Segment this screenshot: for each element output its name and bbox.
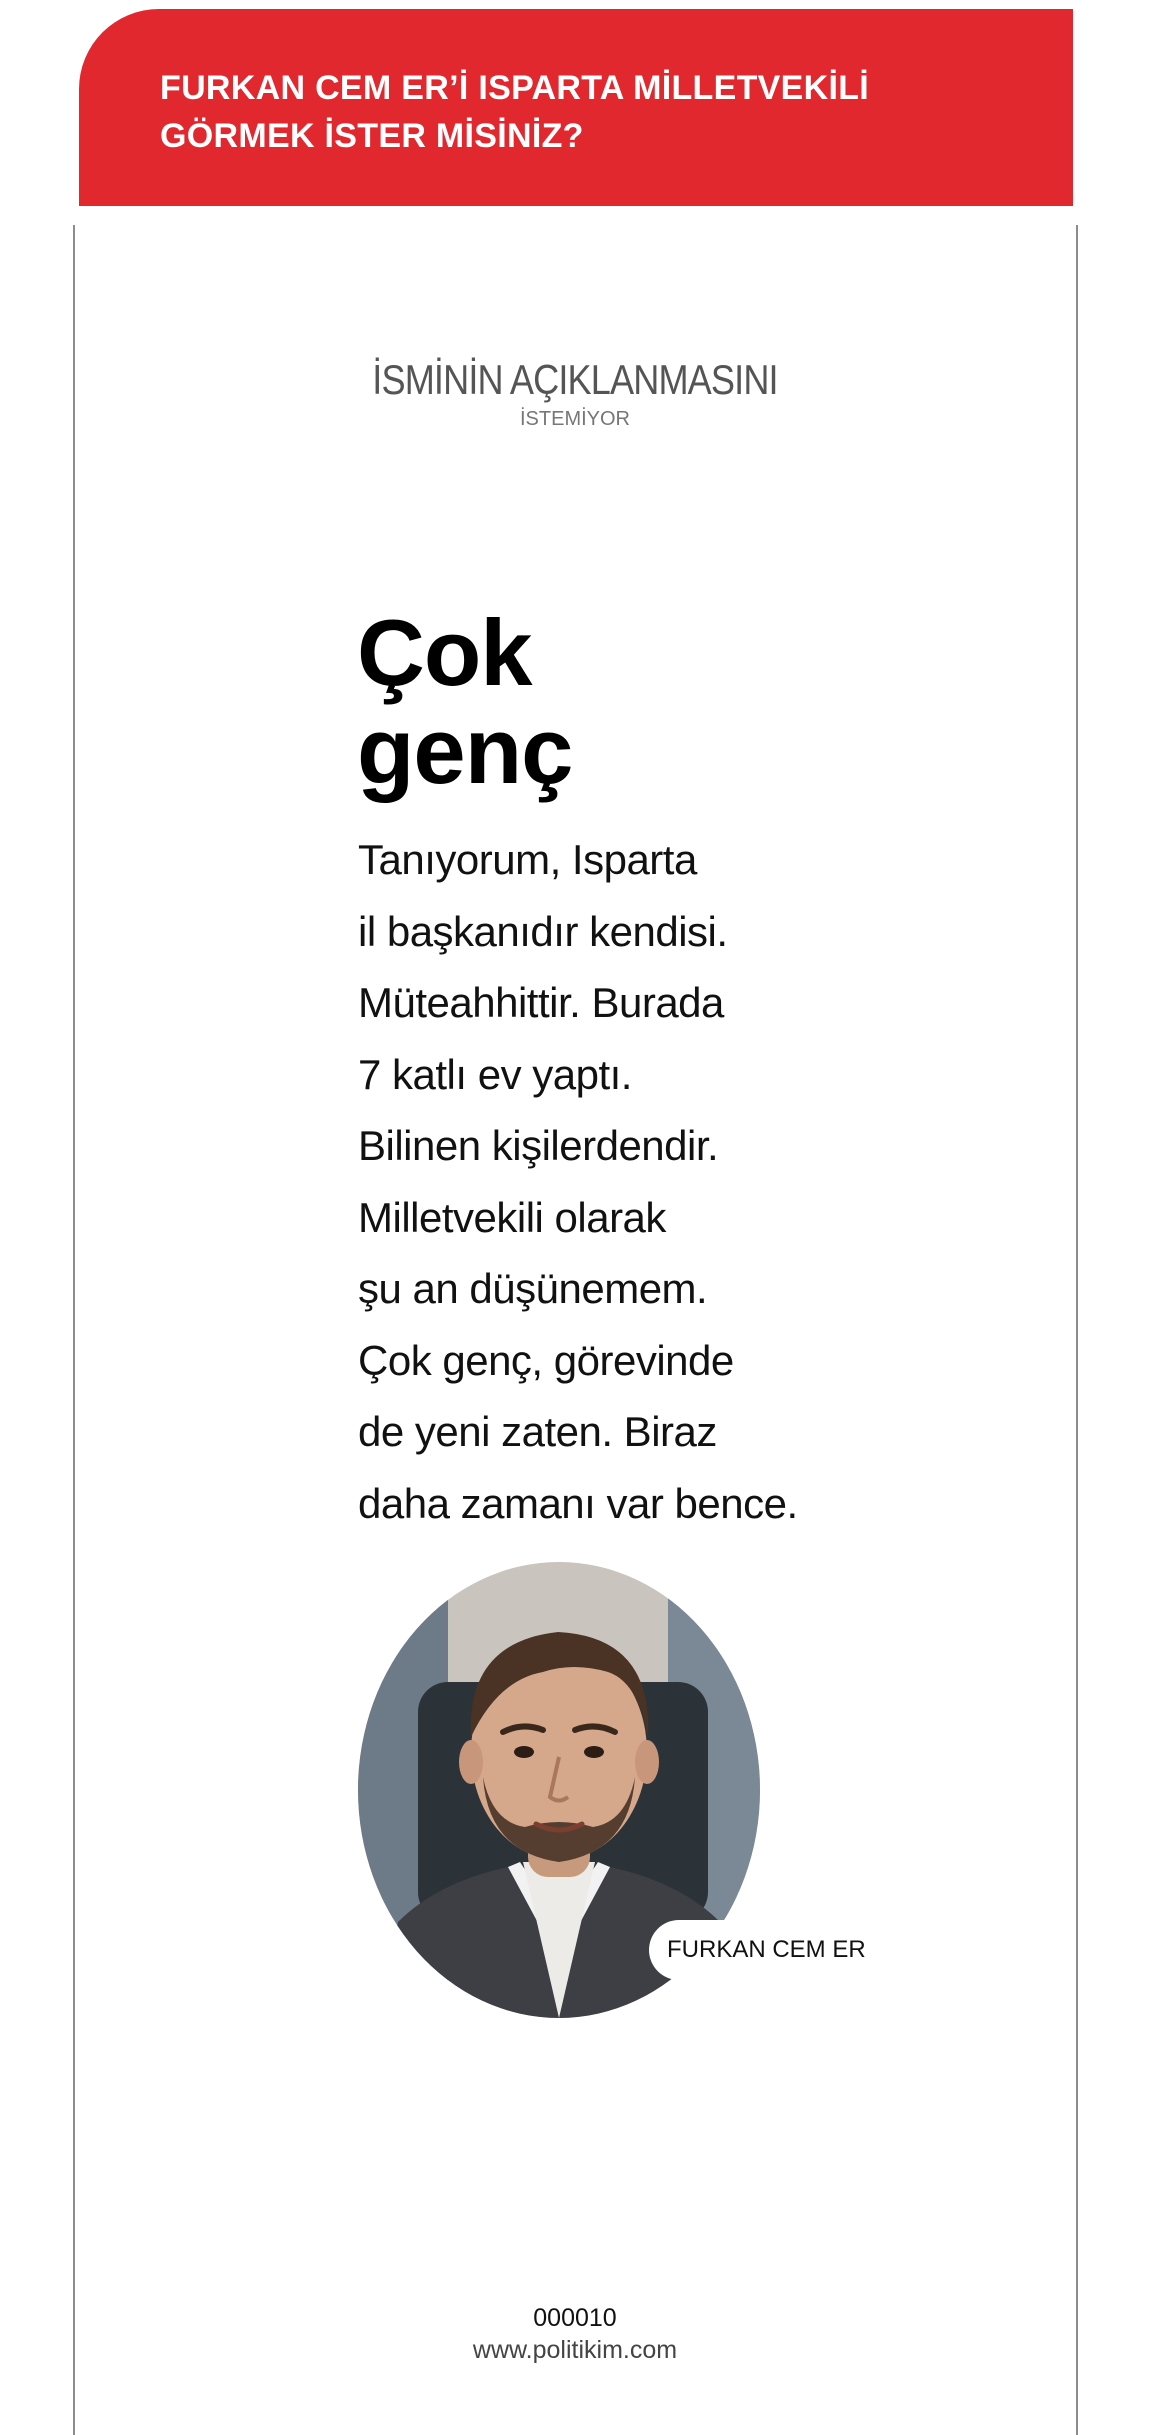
- quote-body-line: Müteahhittir. Burada: [358, 979, 724, 1026]
- respondent-subtitle: İSTEMİYOR: [519, 408, 630, 430]
- quote-headline: [357, 600, 573, 803]
- page-footer: [0, 2302, 1150, 2366]
- quote-body-line: Bilinen kişilerdendir.: [358, 1122, 719, 1169]
- header-banner: [79, 9, 1073, 206]
- quote-body-line: 7 katlı ev yaptı.: [358, 1050, 632, 1098]
- subject-name-badge: [649, 1920, 894, 1980]
- quote-body-line: de yeni zaten. Biraz: [358, 1408, 717, 1455]
- quote-body-line: Tanıyorum, Isparta: [358, 836, 697, 883]
- subject-name-label: FURKAN CEM ER: [667, 1936, 866, 1963]
- header-title-line-1: FURKAN CEM ER’İ ISPARTA MİLLETVEKİLİ: [160, 69, 870, 107]
- quote-body-line: Çok genç, görevinde: [358, 1336, 734, 1384]
- quote-headline-line: Çok: [357, 600, 532, 705]
- quote-headline-line: genç: [357, 698, 573, 803]
- frame-right-border: [1076, 225, 1078, 2435]
- quote-body-line: şu an düşünemem.: [358, 1265, 708, 1312]
- frame-left-border: [73, 225, 75, 2435]
- respondent-label: [0, 355, 1150, 431]
- quote-body-line: Milletvekili olarak: [358, 1193, 666, 1241]
- quote-body: [358, 824, 878, 1539]
- footer-code: 000010: [533, 2304, 617, 2332]
- quote-body-line: il başkanıdır kendisi.: [358, 907, 728, 955]
- header-title-line-2: GÖRMEK İSTER MİSİNİZ?: [160, 117, 584, 155]
- header-title: [160, 64, 1073, 160]
- footer-website-link[interactable]: www.politikim.com: [472, 2336, 678, 2364]
- respondent-name: İSMİNİN AÇIKLANMASINI: [372, 356, 778, 403]
- quote-body-line: daha zamanı var bence.: [358, 1479, 798, 1527]
